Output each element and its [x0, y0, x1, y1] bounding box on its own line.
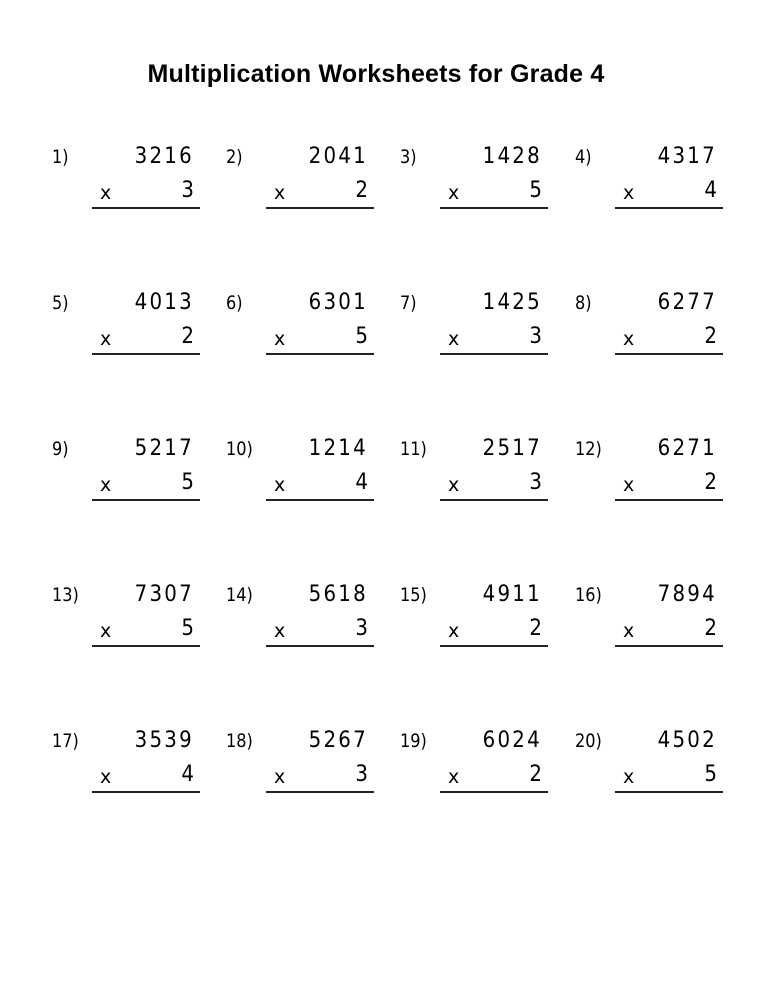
- problem-13: [52, 580, 212, 660]
- answer-line: [615, 353, 723, 355]
- multiplier: 3: [529, 470, 542, 495]
- answer-line: [615, 499, 723, 501]
- multiply-sign: x: [448, 182, 460, 204]
- multiply-sign: x: [100, 474, 112, 496]
- problem-2: [226, 142, 386, 222]
- multiplicand: 1428: [482, 144, 542, 169]
- problem-number: 8): [575, 292, 592, 314]
- answer-line: [266, 353, 374, 355]
- multiplier: 3: [355, 616, 368, 641]
- multiplicand: 5267: [308, 728, 368, 753]
- answer-line: [440, 645, 548, 647]
- answer-line: [92, 499, 200, 501]
- answer-line: [615, 645, 723, 647]
- problem-number: 20): [575, 730, 602, 752]
- multiplicand: 5217: [134, 436, 194, 461]
- problem-7: [400, 288, 560, 368]
- multiplicand: 4911: [482, 582, 542, 607]
- answer-line: [92, 791, 200, 793]
- multiplier: 2: [704, 324, 717, 349]
- problem-number: 18): [226, 730, 253, 752]
- multiply-sign: x: [100, 328, 112, 350]
- multiplicand: 4013: [134, 290, 194, 315]
- problem-number: 16): [575, 584, 602, 606]
- problem-9: [52, 434, 212, 514]
- multiply-sign: x: [274, 182, 286, 204]
- multiplicand: 2041: [308, 144, 368, 169]
- answer-line: [266, 791, 374, 793]
- multiply-sign: x: [448, 474, 460, 496]
- multiply-sign: x: [448, 328, 460, 350]
- problem-5: [52, 288, 212, 368]
- answer-line: [440, 791, 548, 793]
- multiply-sign: x: [274, 620, 286, 642]
- multiplier: 2: [181, 324, 194, 349]
- multiplicand: 5618: [308, 582, 368, 607]
- multiplier: 5: [355, 324, 368, 349]
- problem-14: [226, 580, 386, 660]
- answer-line: [266, 207, 374, 209]
- multiply-sign: x: [623, 182, 635, 204]
- problem-number: 10): [226, 438, 253, 460]
- multiply-sign: x: [448, 766, 460, 788]
- problem-6: [226, 288, 386, 368]
- problem-number: 1): [52, 146, 69, 168]
- multiplier: 4: [704, 178, 717, 203]
- multiplicand: 3216: [134, 144, 194, 169]
- multiply-sign: x: [100, 620, 112, 642]
- problem-3: [400, 142, 560, 222]
- answer-line: [266, 499, 374, 501]
- multiplier: 4: [355, 470, 368, 495]
- problem-number: 14): [226, 584, 253, 606]
- worksheet-title: Multiplication Worksheets for Grade 4: [147, 60, 605, 88]
- problem-1: [52, 142, 212, 222]
- problem-number: 13): [52, 584, 79, 606]
- problem-number: 7): [400, 292, 417, 314]
- multiplicand: 1425: [482, 290, 542, 315]
- problem-19: [400, 726, 560, 806]
- problem-10: [226, 434, 386, 514]
- problem-number: 9): [52, 438, 69, 460]
- multiplier: 5: [181, 616, 194, 641]
- multiplier: 4: [181, 762, 194, 787]
- multiply-sign: x: [274, 766, 286, 788]
- problem-number: 4): [575, 146, 592, 168]
- problem-number: 6): [226, 292, 243, 314]
- multiplicand: 1214: [308, 436, 368, 461]
- multiplier: 2: [529, 616, 542, 641]
- multiply-sign: x: [623, 620, 635, 642]
- problem-15: [400, 580, 560, 660]
- problem-number: 5): [52, 292, 69, 314]
- multiplier: 3: [355, 762, 368, 787]
- problem-11: [400, 434, 560, 514]
- problem-12: [575, 434, 735, 514]
- problem-8: [575, 288, 735, 368]
- multiplier: 2: [704, 470, 717, 495]
- multiplier: 3: [529, 324, 542, 349]
- answer-line: [92, 353, 200, 355]
- problem-18: [226, 726, 386, 806]
- multiply-sign: x: [448, 620, 460, 642]
- multiply-sign: x: [274, 328, 286, 350]
- multiply-sign: x: [100, 766, 112, 788]
- multiply-sign: x: [100, 182, 112, 204]
- multiplicand: 2517: [482, 436, 542, 461]
- problem-number: 15): [400, 584, 427, 606]
- problem-16: [575, 580, 735, 660]
- multiplicand: 7894: [657, 582, 717, 607]
- multiplicand: 6024: [482, 728, 542, 753]
- multiplier: 5: [181, 470, 194, 495]
- answer-line: [266, 645, 374, 647]
- multiplicand: 4502: [657, 728, 717, 753]
- answer-line: [615, 207, 723, 209]
- multiplier: 2: [704, 616, 717, 641]
- answer-line: [92, 645, 200, 647]
- multiplicand: 3539: [134, 728, 194, 753]
- multiplicand: 6271: [657, 436, 717, 461]
- multiply-sign: x: [623, 328, 635, 350]
- multiplicand: 4317: [657, 144, 717, 169]
- multiply-sign: x: [623, 474, 635, 496]
- problem-number: 17): [52, 730, 79, 752]
- answer-line: [440, 353, 548, 355]
- multiplier: 5: [704, 762, 717, 787]
- answer-line: [92, 207, 200, 209]
- problem-number: 12): [575, 438, 602, 460]
- multiplier: 5: [529, 178, 542, 203]
- problem-number: 2): [226, 146, 243, 168]
- problem-4: [575, 142, 735, 222]
- answer-line: [440, 499, 548, 501]
- multiplicand: 6301: [308, 290, 368, 315]
- problem-20: [575, 726, 735, 806]
- multiplier: 3: [181, 178, 194, 203]
- multiplier: 2: [529, 762, 542, 787]
- problem-number: 3): [400, 146, 417, 168]
- answer-line: [615, 791, 723, 793]
- multiply-sign: x: [623, 766, 635, 788]
- answer-line: [440, 207, 548, 209]
- problem-17: [52, 726, 212, 806]
- multiply-sign: x: [274, 474, 286, 496]
- multiplicand: 6277: [657, 290, 717, 315]
- problem-number: 11): [400, 438, 427, 460]
- problem-number: 19): [400, 730, 427, 752]
- multiplicand: 7307: [134, 582, 194, 607]
- multiplier: 2: [355, 178, 368, 203]
